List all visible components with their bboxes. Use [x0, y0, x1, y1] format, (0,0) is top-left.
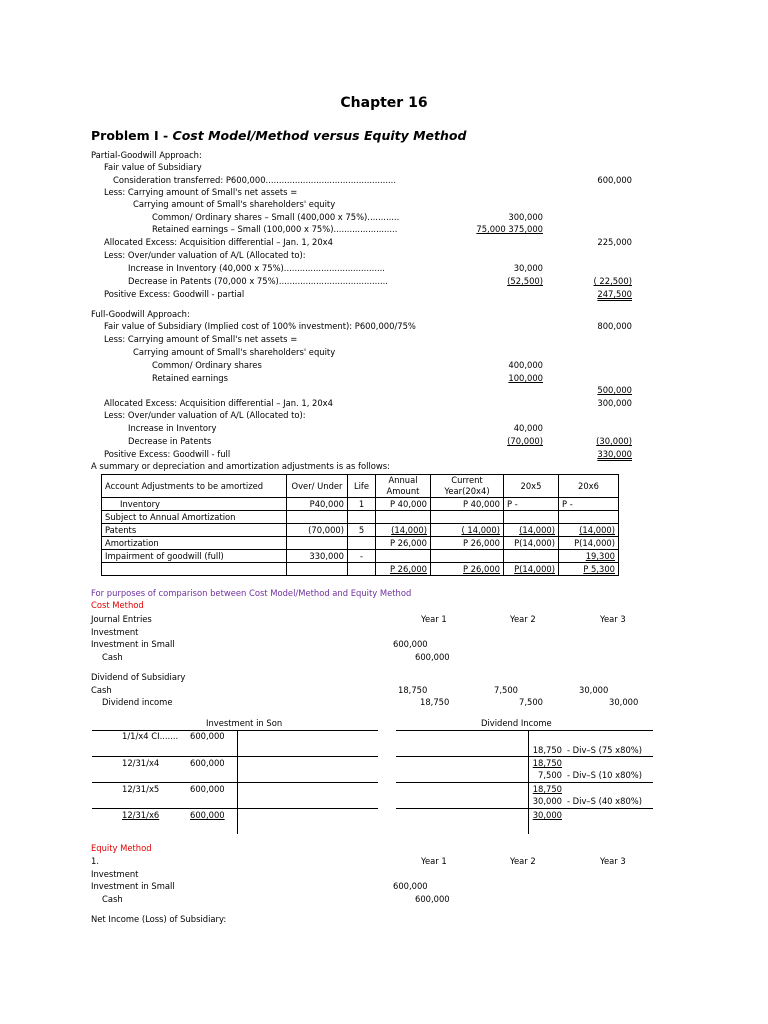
table-cell: P 5,300 — [559, 563, 619, 576]
full-patents-label: Decrease in Patents — [128, 436, 212, 446]
table-cell — [102, 563, 287, 576]
table-cell — [287, 537, 348, 550]
table-cell — [287, 563, 348, 576]
table-cell: Impairment of goodwill (full) — [102, 550, 287, 563]
summary-label: A summary or depreciation and amortization adjustments is as follows: — [91, 461, 390, 471]
full-subtotal-value: 500,000 — [597, 385, 632, 395]
div-cash-year1: 18,750 — [398, 685, 428, 695]
div-cash-label: Cash — [91, 685, 112, 695]
cost-inv-small-label: Investment in Small — [91, 639, 175, 649]
t-dividend-rule — [396, 782, 653, 783]
table-header-cell: 20x6 — [559, 475, 619, 498]
partial-inventory-label: Increase in Inventory (40,000 x 75%)...................................... — [128, 263, 385, 273]
comparison-label: For purposes of comparison between Cost Model/Method and Equity Method — [91, 588, 412, 598]
table-cell — [376, 550, 431, 563]
table-cell — [348, 537, 376, 550]
full-retained-value: 100,000 — [508, 373, 543, 383]
div-income-year3: 30,000 — [609, 697, 639, 707]
partial-consideration-label: Consideration transferred: P600,000................................................. — [113, 175, 396, 185]
chapter-title: Chapter 16 — [340, 95, 428, 111]
t-investment-row-value: 600,000 — [190, 810, 225, 820]
div-income-year2: 7,500 — [519, 697, 543, 707]
table-cell — [431, 511, 504, 524]
t-investment-row-label: 1/1/x4 CI....... — [122, 731, 179, 741]
partial-fair-value-label: Fair value of Subsidiary — [104, 162, 202, 172]
t-dividend-row-note: - Div–S (75 x80%) — [567, 745, 643, 755]
cost-year1-header: Year 1 — [421, 614, 447, 624]
table-cell — [348, 563, 376, 576]
table-header-cell: Over/ Under — [287, 475, 348, 498]
full-common-value: 400,000 — [508, 360, 543, 370]
cost-cash-label: Cash — [102, 652, 123, 662]
table-cell: Subject to Annual Amortization — [102, 511, 287, 524]
cost-method-heading: Cost Method — [91, 600, 144, 610]
dividend-subsidiary-label: Dividend of Subsidiary — [91, 672, 186, 682]
table-cell: 1 — [348, 498, 376, 511]
div-income-label: Dividend income — [102, 697, 173, 707]
table-row — [102, 550, 619, 563]
partial-inventory-value: 30,000 — [513, 263, 543, 273]
full-inventory-value: 40,000 — [513, 423, 543, 433]
t-dividend-row-value: 30,000 — [532, 810, 562, 820]
table-cell: P 26,000 — [431, 563, 504, 576]
table-header-cell: Life — [348, 475, 376, 498]
problem-heading: Problem I - Cost Model/Method versus Equity Method — [91, 128, 467, 143]
partial-patents-label: Decrease in Patents (70,000 x 75%)......................................... — [128, 276, 388, 286]
partial-retained-value: 75,000 375,000 — [476, 224, 543, 234]
t-investment-row-label: 12/31/x6 — [122, 810, 160, 820]
partial-patents-total: ( 22,500) — [593, 276, 632, 286]
amortization-table — [101, 474, 619, 576]
div-cash-year3: 30,000 — [579, 685, 609, 695]
t-dividend-row-value: 18,750 — [532, 758, 562, 768]
table-cell: P - — [504, 498, 559, 511]
table-row — [102, 537, 619, 550]
table-row — [102, 511, 619, 524]
table-cell: (14,000) — [559, 524, 619, 537]
t-account-dividend-top-line — [396, 730, 653, 731]
t-dividend-row-note: - Div–S (10 x80%) — [567, 770, 643, 780]
equity-number: 1. — [91, 856, 99, 866]
table-cell: P(14,000) — [504, 537, 559, 550]
full-retained-label: Retained earnings — [152, 373, 228, 383]
table-cell: Inventory — [102, 498, 287, 511]
full-lessover-label: Less: Over/under valuation of A/L (Allocated to): — [104, 410, 306, 420]
t-investment-rule — [92, 808, 378, 809]
t-investment-row-label: 12/31/x4 — [122, 758, 160, 768]
net-income-label: Net Income (Loss) of Subsidiary: — [91, 914, 227, 924]
t-dividend-row-value: 7,500 — [538, 770, 562, 780]
table-cell: (70,000) — [287, 524, 348, 537]
t-investment-row-value: 600,000 — [190, 731, 225, 741]
full-allocated-value: 300,000 — [597, 398, 632, 408]
t-dividend-rule — [396, 808, 653, 809]
t-account-investment-title: Investment in Son — [206, 718, 283, 728]
full-allocated-label: Allocated Excess: Acquisition differential – Jan. 1, 20x4 — [104, 398, 333, 408]
equity-method-heading: Equity Method — [91, 843, 152, 853]
partial-common-label: Common/ Ordinary shares – Small (400,000 x 75%)............ — [152, 212, 400, 222]
partial-lessover-label: Less: Over/under valuation of A/L (Allocated to): — [104, 250, 306, 260]
table-cell — [559, 511, 619, 524]
table-header-cell: 20x5 — [504, 475, 559, 498]
table-header-cell: Annual Amount — [376, 475, 431, 498]
t-investment-rule — [92, 756, 378, 757]
partial-consideration-value: 600,000 — [597, 175, 632, 185]
table-cell: P 26,000 — [376, 537, 431, 550]
table-cell — [504, 550, 559, 563]
table-total-row — [102, 563, 619, 576]
table-cell: P40,000 — [287, 498, 348, 511]
table-row — [102, 524, 619, 537]
full-common-label: Common/ Ordinary shares — [152, 360, 262, 370]
cost-cash-value: 600,000 — [415, 652, 450, 662]
table-cell: 5 — [348, 524, 376, 537]
table-header-cell: Account Adjustments to be amortized — [102, 475, 287, 498]
full-fair-value-label: Fair value of Subsidiary (Implied cost of 100% investment): P600,000/75% — [104, 321, 416, 331]
journal-entries-label: Journal Entries — [91, 614, 152, 624]
equity-year2-header: Year 2 — [510, 856, 536, 866]
table-cell — [348, 511, 376, 524]
equity-cash-label: Cash — [102, 894, 123, 904]
t-dividend-rule — [396, 756, 653, 757]
full-patents-value: (70,000) — [507, 436, 543, 446]
cost-year2-header: Year 2 — [510, 614, 536, 624]
partial-goodwill-label: Positive Excess: Goodwill - partial — [104, 289, 245, 299]
partial-less-label: Less: Carrying amount of Small's net assets = — [104, 187, 298, 197]
t-dividend-row-value: 30,000 — [532, 796, 562, 806]
table-header-cell: Current Year(20x4) — [431, 475, 504, 498]
t-investment-rule — [92, 782, 378, 783]
t-investment-row-label: 12/31/x5 — [122, 784, 160, 794]
equity-year3-header: Year 3 — [600, 856, 626, 866]
t-investment-row-value: 600,000 — [190, 758, 225, 768]
table-cell: P 26,000 — [431, 537, 504, 550]
equity-inv-small-label: Investment in Small — [91, 881, 175, 891]
table-cell: P - — [559, 498, 619, 511]
table-cell: P(14,000) — [559, 537, 619, 550]
t-dividend-row-value: 18,750 — [532, 784, 562, 794]
cost-investment-label: Investment — [91, 627, 139, 637]
t-dividend-row-note: - Div–S (40 x80%) — [567, 796, 643, 806]
table-cell: Amortization — [102, 537, 287, 550]
table-cell: P(14,000) — [504, 563, 559, 576]
table-cell: P 26,000 — [376, 563, 431, 576]
table-cell — [376, 511, 431, 524]
table-cell: ( 14,000) — [431, 524, 504, 537]
table-cell: - — [348, 550, 376, 563]
table-cell: P 40,000 — [376, 498, 431, 511]
full-inventory-label: Increase in Inventory — [128, 423, 217, 433]
div-income-year1: 18,750 — [420, 697, 450, 707]
table-header-row — [102, 475, 619, 498]
table-cell: (14,000) — [376, 524, 431, 537]
table-cell — [431, 550, 504, 563]
cost-inv-small-value: 600,000 — [393, 639, 428, 649]
table-cell: Patents — [102, 524, 287, 537]
table-cell: P 40,000 — [431, 498, 504, 511]
cost-year3-header: Year 3 — [600, 614, 626, 624]
partial-heading: Partial-Goodwill Approach: — [91, 150, 202, 160]
partial-carrying-label: Carrying amount of Small's shareholders' equity — [133, 199, 336, 209]
equity-cash-value: 600,000 — [415, 894, 450, 904]
partial-retained-label: Retained earnings – Small (100,000 x 75%)........................ — [152, 224, 398, 234]
equity-investment-label: Investment — [91, 869, 139, 879]
equity-year1-header: Year 1 — [421, 856, 447, 866]
partial-patents-value: (52,500) — [507, 276, 543, 286]
t-investment-row-value: 600,000 — [190, 784, 225, 794]
partial-goodwill-value: 247,500 — [597, 289, 632, 299]
div-cash-year2: 7,500 — [494, 685, 518, 695]
t-dividend-row-value: 18,750 — [532, 745, 562, 755]
partial-allocated-label: Allocated Excess: Acquisition differential – Jan. 1, 20x4 — [104, 237, 333, 247]
full-less-label: Less: Carrying amount of Small's net assets = — [104, 334, 298, 344]
full-heading: Full-Goodwill Approach: — [91, 309, 190, 319]
t-account-dividend-title: Dividend Income — [481, 718, 552, 728]
table-cell — [504, 511, 559, 524]
table-row — [102, 498, 619, 511]
full-carrying-label: Carrying amount of Small's shareholders' equity — [133, 347, 336, 357]
full-goodwill-label: Positive Excess: Goodwill - full — [104, 449, 231, 459]
equity-inv-small-value: 600,000 — [393, 881, 428, 891]
table-cell — [287, 511, 348, 524]
partial-common-value: 300,000 — [508, 212, 543, 222]
table-cell: (14,000) — [504, 524, 559, 537]
table-cell: 330,000 — [287, 550, 348, 563]
table-cell: 19,300 — [559, 550, 619, 563]
full-patents-total: (30,000) — [596, 436, 632, 446]
full-fair-value-value: 800,000 — [597, 321, 632, 331]
full-goodwill-value: 330,000 — [597, 449, 632, 459]
partial-allocated-value: 225,000 — [597, 237, 632, 247]
